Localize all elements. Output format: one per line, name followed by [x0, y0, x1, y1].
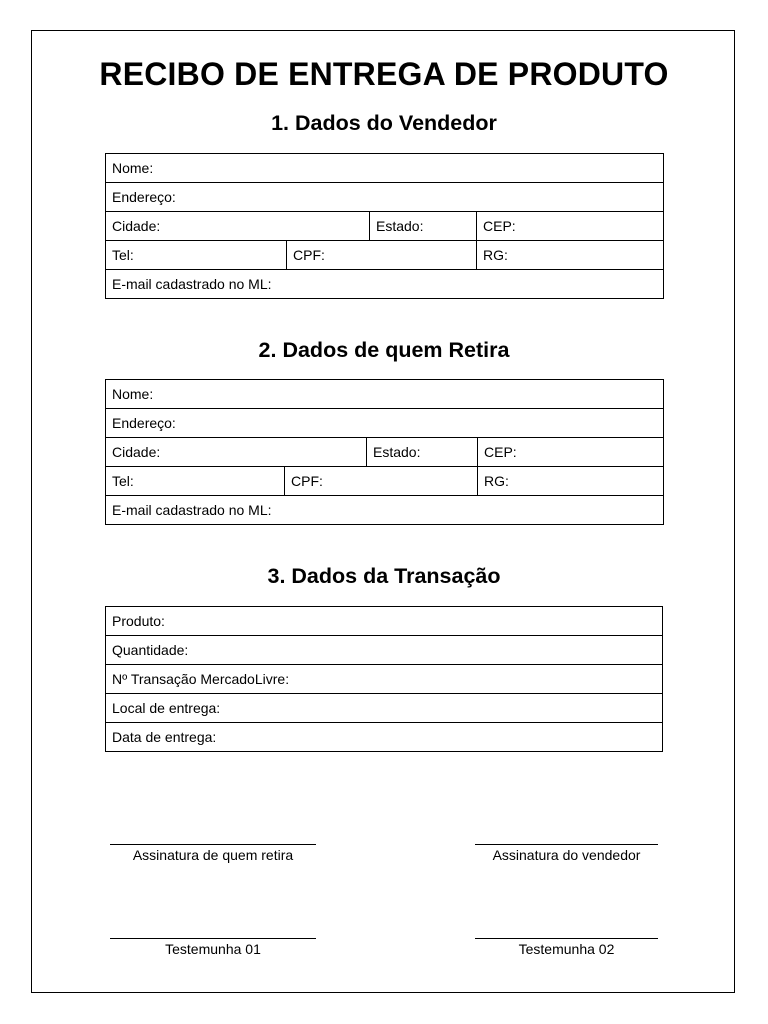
signature-label: Assinatura do vendedor	[492, 847, 641, 863]
receiver-endereco-field[interactable]: Endereço:	[106, 409, 664, 438]
seller-email-field[interactable]: E-mail cadastrado no ML:	[106, 270, 664, 299]
signature-line	[475, 938, 658, 939]
seller-estado-field[interactable]: Estado:	[370, 212, 477, 241]
seller-table	[105, 153, 664, 299]
seller-endereco-field[interactable]: Endereço:	[106, 183, 664, 212]
section-heading-receiver: 2. Dados de quem Retira	[258, 338, 510, 362]
signature-testemunha-1[interactable]	[110, 938, 316, 957]
transaction-numero-field[interactable]: Nº Transação MercadoLivre:	[106, 665, 663, 694]
receiver-email-field[interactable]: E-mail cadastrado no ML:	[106, 496, 664, 525]
receiver-cpf-field[interactable]: CPF:	[285, 467, 478, 496]
section-heading-seller: 1. Dados do Vendedor	[271, 111, 497, 135]
signature-line	[110, 844, 316, 845]
signature-label: Assinatura de quem retira	[132, 847, 294, 863]
receiver-nome-field[interactable]: Nome:	[106, 380, 664, 409]
transaction-produto-field[interactable]: Produto:	[106, 607, 663, 636]
signature-retira[interactable]	[110, 844, 316, 863]
transaction-data-field[interactable]: Data de entrega:	[106, 723, 663, 752]
seller-rg-field[interactable]: RG:	[477, 241, 664, 270]
receiver-rg-field[interactable]: RG:	[478, 467, 664, 496]
receiver-tel-field[interactable]: Tel:	[106, 467, 285, 496]
transaction-table	[105, 606, 663, 752]
section-heading-transaction: 3. Dados da Transação	[267, 564, 501, 588]
seller-nome-field[interactable]: Nome:	[106, 154, 664, 183]
seller-tel-field[interactable]: Tel:	[106, 241, 287, 270]
signature-vendedor[interactable]	[475, 844, 658, 863]
document-title: RECIBO DE ENTREGA DE PRODUTO	[99, 56, 669, 92]
signature-label: Testemunha 01	[165, 941, 261, 957]
seller-cpf-field[interactable]: CPF:	[287, 241, 477, 270]
signature-label: Testemunha 02	[518, 941, 615, 957]
receiver-cep-field[interactable]: CEP:	[478, 438, 664, 467]
transaction-quantidade-field[interactable]: Quantidade:	[106, 636, 663, 665]
receiver-table	[105, 379, 664, 525]
signature-line	[110, 938, 316, 939]
transaction-local-field[interactable]: Local de entrega:	[106, 694, 663, 723]
signature-testemunha-2[interactable]	[475, 938, 658, 957]
receiver-cidade-field[interactable]: Cidade:	[106, 438, 367, 467]
signature-line	[475, 844, 658, 845]
seller-cidade-field[interactable]: Cidade:	[106, 212, 370, 241]
receiver-estado-field[interactable]: Estado:	[367, 438, 478, 467]
seller-cep-field[interactable]: CEP:	[477, 212, 664, 241]
